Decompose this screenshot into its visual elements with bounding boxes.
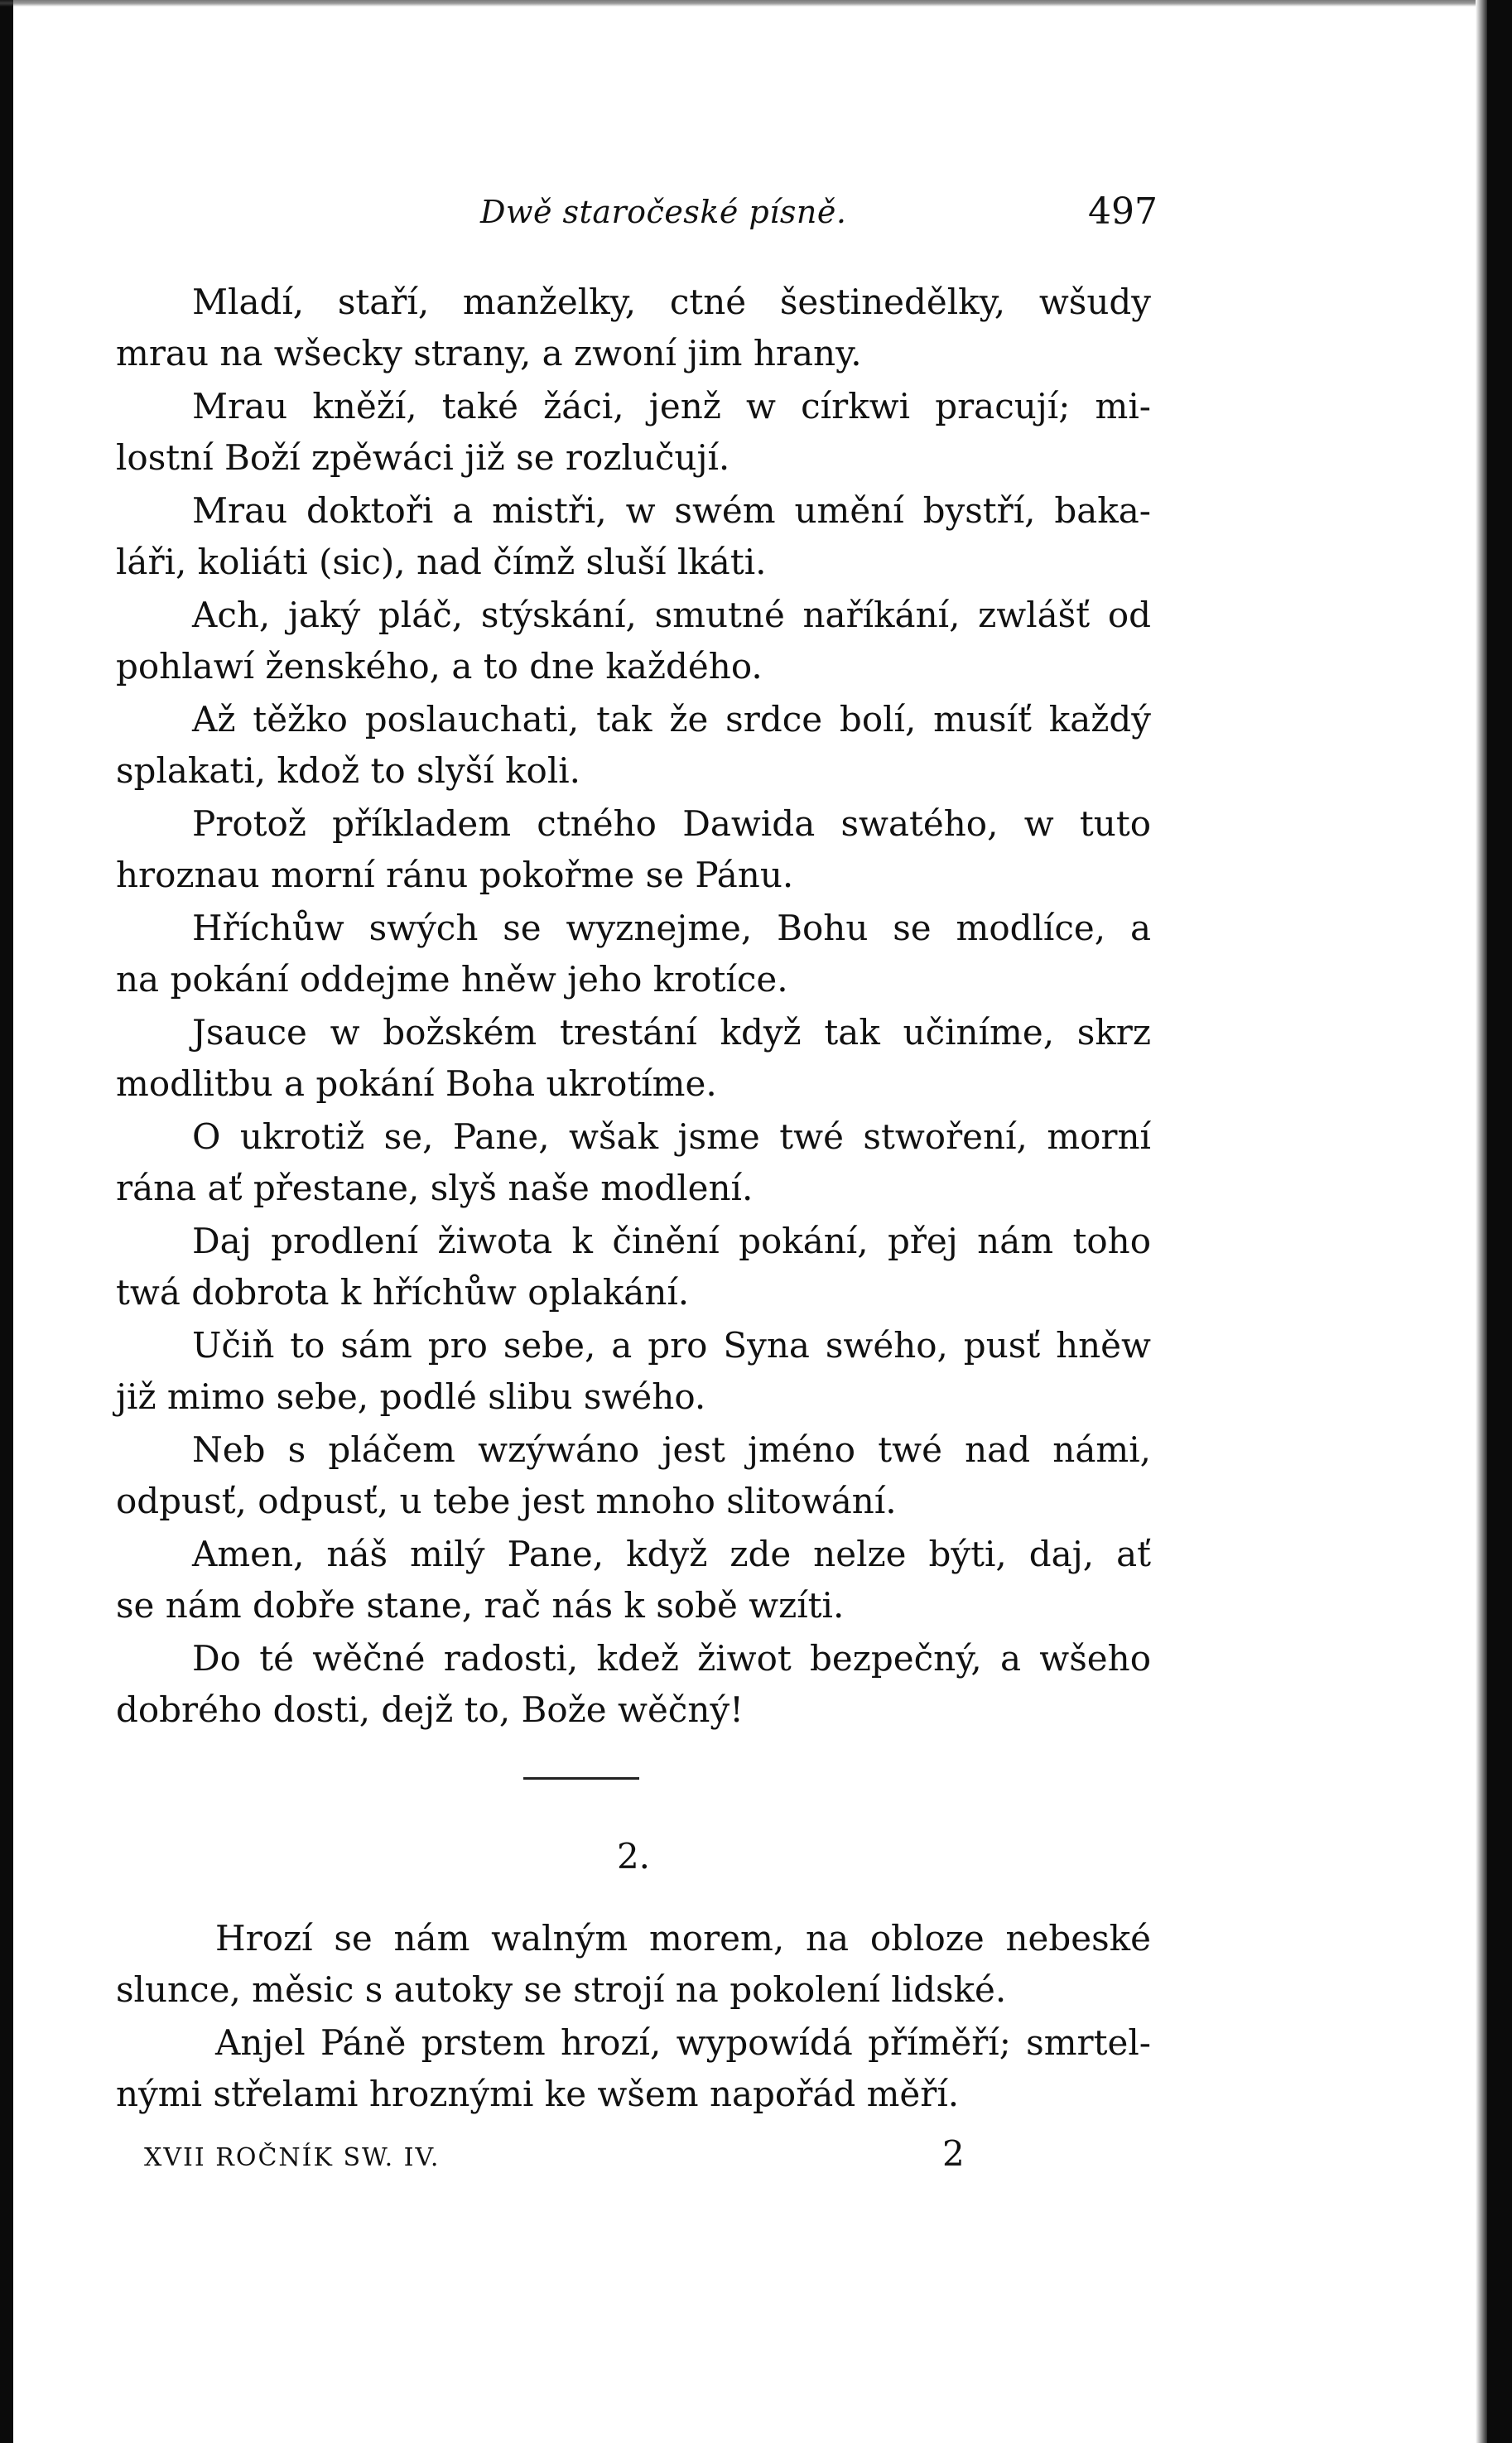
- verse-line: Učiň to sám pro sebe, a pro Syna swého, pusť hněw: [192, 1325, 1151, 1366]
- verse-line: twá dobrota k hříchůw oplakání.: [116, 1272, 690, 1313]
- stanza: [116, 903, 1151, 1005]
- scan-border-left: [0, 0, 13, 2443]
- verse-line: Protož příkladem ctného Dawida swatého, w tuto: [192, 803, 1151, 844]
- page-number: 497: [1088, 190, 1158, 233]
- stanza: [116, 590, 1151, 692]
- book-page: [116, 190, 1158, 2180]
- verse-line: Ach, jaký pláč, stýskání, smutné naříkání, zwlášť od: [192, 595, 1151, 635]
- verse-line: nými střelami hroznými ke wšem napořád měří.: [116, 2074, 960, 2114]
- stanza: [116, 694, 1151, 797]
- verse-line: Anjel Páně prstem hrozí, wypowídá příměří; smrtel-: [215, 2022, 1151, 2063]
- verse-line: již mimo sebe, podlé slibu swého.: [116, 1376, 706, 1417]
- verse-line: lostní Boží zpěwáci již se rozlučují.: [116, 437, 730, 478]
- sheet-number: 2: [942, 2133, 965, 2174]
- stanza: [116, 485, 1151, 588]
- verse-line: odpusť, odpusť, u tebe jest mnoho slitowání.: [116, 1481, 897, 1521]
- page-footer: [116, 2133, 1151, 2180]
- scan-shadow-right: [1476, 0, 1487, 2443]
- scan-border-top: [0, 0, 1512, 7]
- running-head: [116, 190, 1158, 240]
- stanza: [116, 277, 1151, 379]
- section-number: 2.: [616, 1836, 651, 1877]
- verse-line: slunce, měsic s autoky se strojí na pokolení lidské.: [116, 1969, 1007, 2010]
- stanza: [116, 1424, 1151, 1527]
- printer-signature: XVII ROČNÍK SW. IV.: [144, 2143, 441, 2172]
- verse-line: Mrau kněží, také žáci, jenž w církwi pracují; mi-: [192, 386, 1151, 426]
- verse-line: mrau na wšecky strany, a zwoní jim hrany.: [116, 333, 862, 373]
- verse-line: Jsauce w božském trestání když tak učiníme, skrz: [192, 1012, 1151, 1053]
- verse-line: Hrozí se nám walným morem, na obloze nebeské: [215, 1918, 1151, 1959]
- poem-one: [116, 277, 1151, 1736]
- verse-line: Mrau doktoři a mistři, w swém umění bystří, baka-: [192, 490, 1151, 531]
- verse-line: splakati, kdož to slyší koli.: [116, 750, 581, 791]
- verse-line: Až těžko poslauchati, tak že srdce bolí, musíť každý: [192, 699, 1151, 740]
- section-divider: [523, 1777, 639, 1780]
- verse-line: na pokání oddejme hněw jeho krotíce.: [116, 959, 788, 1000]
- verse-line: hroznau morní ránu pokořme se Pánu.: [116, 855, 794, 895]
- verse-line: Hříchůw swých se wyznejme, Bohu se modlíce, a: [192, 908, 1151, 948]
- verse-line: dobrého dosti, dejž to, Bože wěčný!: [116, 1689, 744, 1730]
- poem-two: [116, 1913, 1151, 2120]
- stanza: [116, 1529, 1151, 1631]
- verse-line: pohlawí ženského, a to dne každého.: [116, 646, 763, 687]
- verse-line: modlitbu a pokání Boha ukrotíme.: [116, 1063, 717, 1104]
- stanza: [116, 381, 1151, 484]
- verse-line: se nám dobře stane, rač nás k sobě wzíti.: [116, 1585, 845, 1626]
- running-title: Dwě staročeské písně.: [480, 194, 847, 230]
- verse-line: rána ať přestane, slyš naše modlení.: [116, 1168, 754, 1208]
- stanza: [116, 1007, 1151, 1110]
- stanza: [116, 1216, 1151, 1318]
- verse-line: láři, koliáti (sic), nad čímž sluší lkáti.: [116, 542, 767, 582]
- stanza: [116, 2017, 1151, 2120]
- stanza: [116, 1913, 1151, 2016]
- verse-line: Neb s pláčem wzýwáno jest jméno twé nad námi,: [192, 1429, 1151, 1470]
- verse-line: Amen, náš milý Pane, když zde nelze býti, daj, ať: [192, 1534, 1151, 1574]
- stanza: [116, 1320, 1151, 1423]
- scan-border-right: [1487, 0, 1512, 2443]
- verse-line: O ukrotiž se, Pane, wšak jsme twé stwoření, morní: [192, 1116, 1151, 1157]
- verse-line: Daj prodlení žiwota k činění pokání, přej nám toho: [192, 1221, 1151, 1261]
- verse-line: Mladí, staří, manželky, ctné šestinedělky, wšudy: [192, 282, 1151, 322]
- stanza: [116, 1633, 1151, 1736]
- verse-line: Do té wěčné radosti, kdež žiwot bezpečný, a wšeho: [192, 1638, 1151, 1679]
- stanza: [116, 1111, 1151, 1214]
- stanza: [116, 798, 1151, 901]
